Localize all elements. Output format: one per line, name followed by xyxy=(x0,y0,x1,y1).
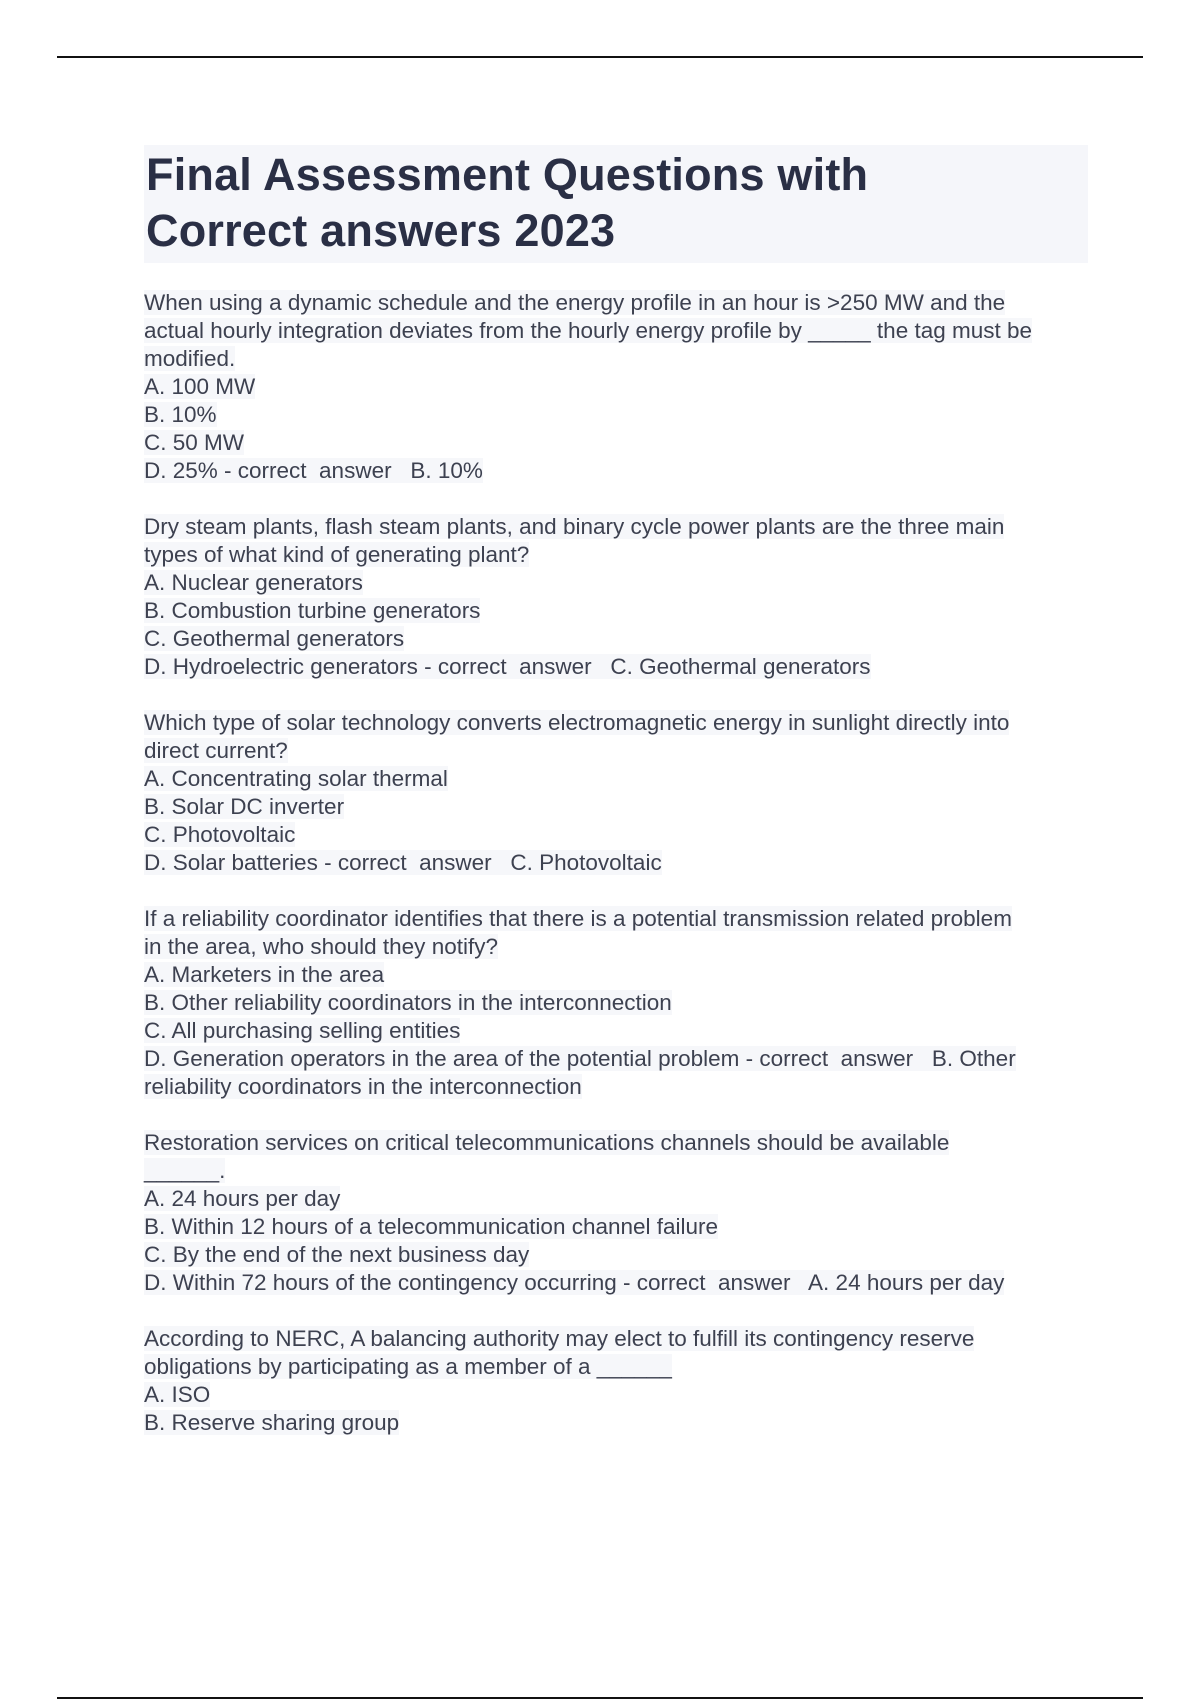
question-line xyxy=(144,1045,1088,1073)
question-line xyxy=(144,933,1088,961)
question-line xyxy=(144,1409,1088,1437)
line-text: C. By the end of the next business day xyxy=(144,1242,530,1267)
question-line xyxy=(144,401,1088,429)
line-text: types of what kind of generating plant? xyxy=(144,542,530,567)
line-text: A. 100 MW xyxy=(144,374,256,399)
line-text: A. Nuclear generators xyxy=(144,570,363,595)
line-text: obligations by participating as a member of a ______ xyxy=(144,1354,672,1379)
question-line xyxy=(144,541,1088,569)
line-text: A. Marketers in the area xyxy=(144,962,385,987)
line-text: A. 24 hours per day xyxy=(144,1186,341,1211)
question-line xyxy=(144,989,1088,1017)
line-text: actual hourly integration deviates from the hourly energy profile by _____ the tag must be xyxy=(144,318,1033,343)
question-line xyxy=(144,569,1088,597)
line-text: B. Solar DC inverter xyxy=(144,794,345,819)
line-text: When using a dynamic schedule and the energy profile in an hour is >250 MW and the xyxy=(144,290,1006,315)
question-line xyxy=(144,597,1088,625)
question-line xyxy=(144,849,1088,877)
question-text-line xyxy=(144,709,1088,737)
question-line xyxy=(144,1017,1088,1045)
line-text: D. Within 72 hours of the contingency occurring - correct answer A. 24 hours per day xyxy=(144,1270,1005,1295)
line-text: C. 50 MW xyxy=(144,430,245,455)
line-text: C. All purchasing selling entities xyxy=(144,1018,461,1043)
question-text-line xyxy=(144,1325,1088,1353)
question-line xyxy=(144,1241,1088,1269)
line-text: in the area, who should they notify? xyxy=(144,934,498,959)
question-list xyxy=(144,289,1088,1437)
line-text: modified. xyxy=(144,346,236,371)
line-text: Which type of solar technology converts electromagnetic energy in sunlight directly into xyxy=(144,710,1010,735)
question-line xyxy=(144,737,1088,765)
question-line xyxy=(144,793,1088,821)
question-line xyxy=(144,373,1088,401)
question-text-line xyxy=(144,905,1088,933)
question-block xyxy=(144,905,1088,1101)
title-line: Correct answers 2023 xyxy=(146,205,616,256)
question-line xyxy=(144,653,1088,681)
line-text: B. Reserve sharing group xyxy=(144,1410,400,1435)
question-line xyxy=(144,1157,1088,1185)
line-text: B. Combustion turbine generators xyxy=(144,598,481,623)
question-line xyxy=(144,1353,1088,1381)
question-line xyxy=(144,457,1088,485)
question-text-line xyxy=(144,513,1088,541)
document-title xyxy=(146,147,1088,259)
question-line xyxy=(144,821,1088,849)
top-rule xyxy=(57,56,1143,58)
line-text: C. Photovoltaic xyxy=(144,822,296,847)
question-line xyxy=(144,317,1088,345)
line-text: B. Other reliability coordinators in the interconnection xyxy=(144,990,672,1015)
bottom-rule xyxy=(57,1697,1143,1699)
question-block xyxy=(144,1129,1088,1297)
question-line xyxy=(144,1381,1088,1409)
line-text: C. Geothermal generators xyxy=(144,626,405,651)
line-text: B. Within 12 hours of a telecommunication channel failure xyxy=(144,1214,719,1239)
line-text: D. Hydroelectric generators - correct answer C. Geothermal generators xyxy=(144,654,871,679)
question-text-line xyxy=(144,1129,1088,1157)
question-line xyxy=(144,961,1088,989)
question-text-line xyxy=(144,289,1088,317)
question-line xyxy=(144,625,1088,653)
line-text: direct current? xyxy=(144,738,288,763)
question-block xyxy=(144,513,1088,681)
line-text: reliability coordinators in the interconnection xyxy=(144,1074,582,1099)
question-line xyxy=(144,345,1088,373)
title-line: Final Assessment Questions with xyxy=(146,149,869,200)
question-block xyxy=(144,709,1088,877)
line-text: Dry steam plants, flash steam plants, and binary cycle power plants are the three main xyxy=(144,514,1005,539)
line-text: According to NERC, A balancing authority may elect to fulfill its contingency reserve xyxy=(144,1326,975,1351)
line-text: Restoration services on critical telecommunications channels should be available xyxy=(144,1130,950,1155)
question-block xyxy=(144,1325,1088,1437)
question-block xyxy=(144,289,1088,485)
question-line xyxy=(144,765,1088,793)
line-text: D. 25% - correct answer B. 10% xyxy=(144,458,483,483)
question-line xyxy=(144,1185,1088,1213)
line-text: A. Concentrating solar thermal xyxy=(144,766,448,791)
line-text: A. ISO xyxy=(144,1382,211,1407)
line-text: D. Solar batteries - correct answer C. Photovoltaic xyxy=(144,850,662,875)
line-text: B. 10% xyxy=(144,402,217,427)
title-block xyxy=(144,145,1088,263)
question-line xyxy=(144,429,1088,457)
question-line xyxy=(144,1213,1088,1241)
line-text: D. Generation operators in the area of the potential problem - correct answer B. Other xyxy=(144,1046,1016,1071)
line-text: ______. xyxy=(144,1158,226,1183)
document-body xyxy=(144,145,1088,1465)
question-line xyxy=(144,1073,1088,1101)
question-line xyxy=(144,1269,1088,1297)
line-text: If a reliability coordinator identifies that there is a potential transmission related problem xyxy=(144,906,1012,931)
